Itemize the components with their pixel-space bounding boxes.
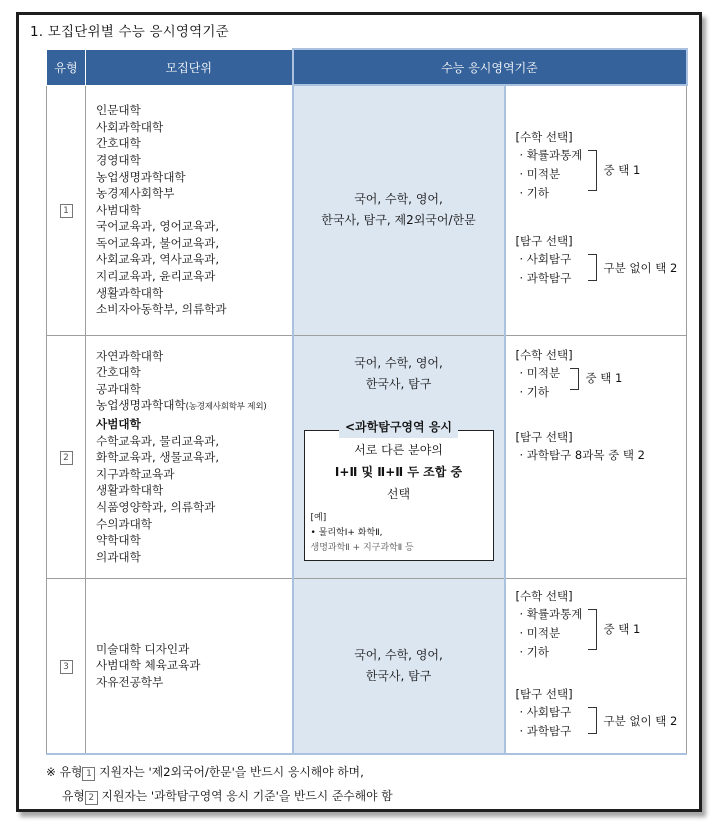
unit-line: 자연과학대학 bbox=[96, 348, 164, 363]
science-example bbox=[311, 511, 487, 556]
unit-line: 경영대학 bbox=[96, 152, 141, 167]
unit-line: 간호대학 bbox=[96, 136, 141, 151]
criteria-line: 국어, 수학, 영어, bbox=[354, 647, 443, 662]
type-cell bbox=[47, 335, 86, 578]
math-choice-rule: 중 택 1 bbox=[585, 370, 623, 385]
type-number-box: 1 bbox=[82, 767, 95, 781]
unit-line: 농업생명과학대학 bbox=[96, 169, 186, 184]
unit-line: 독어교육과, 불어교육과, bbox=[96, 235, 220, 250]
criteria-cell bbox=[293, 578, 505, 754]
units-cell bbox=[86, 578, 293, 754]
unit-line: 국어교육과, 영어교육과, bbox=[96, 219, 220, 234]
type-number-box: 2 bbox=[85, 791, 98, 805]
math-option: · 기하 bbox=[519, 186, 550, 201]
inquiry-option: · 과학탐구 8과목 중 택 2 bbox=[519, 447, 645, 462]
table-row bbox=[47, 335, 687, 578]
type-cell bbox=[47, 85, 86, 335]
table-row bbox=[47, 85, 687, 335]
math-option: · 확률과통계 bbox=[519, 148, 583, 163]
unit-line: 생활과학대학 bbox=[96, 285, 164, 300]
inquiry-choice-heading: [탐구 선택] bbox=[515, 234, 573, 249]
criteria-line: 한국사, 탐구 bbox=[365, 668, 432, 683]
math-choice-heading: [수학 선택] bbox=[515, 588, 573, 603]
units-cell bbox=[86, 335, 293, 578]
type-number-box: 1 bbox=[60, 204, 73, 218]
footnote-text: 지원자는 '과학탐구영역 응시 기준'을 반드시 준수해야 함 bbox=[97, 789, 393, 803]
unit-line: 지구과학교육과 bbox=[96, 466, 175, 481]
math-choice-heading: [수학 선택] bbox=[515, 130, 573, 145]
criteria-line: 국어, 수학, 영어, bbox=[354, 192, 443, 207]
inquiry-choice-block bbox=[516, 232, 687, 292]
type-cell bbox=[47, 578, 86, 754]
math-choice-block bbox=[516, 346, 687, 408]
inquiry-choice-block bbox=[516, 428, 687, 465]
criteria-line: 한국사, 탐구 bbox=[365, 376, 432, 391]
math-option: · 미적분 bbox=[519, 167, 561, 182]
inquiry-choice-block bbox=[516, 685, 687, 745]
unit-line: 사범대학 체육교육과 bbox=[96, 658, 201, 673]
unit-line: 수학교육과, 물리교육과, bbox=[96, 433, 220, 448]
science-rule-box bbox=[304, 409, 494, 561]
unit-exclusion-note: (농경제사회학부 제외) bbox=[185, 402, 267, 413]
inquiry-choice-heading: [탐구 선택] bbox=[515, 429, 573, 444]
table-header-row bbox=[47, 49, 687, 85]
science-rule-body bbox=[304, 430, 494, 561]
science-example-line: • 물리학Ⅰ+ 화학Ⅱ, bbox=[310, 527, 383, 538]
unit-line: 생활과학대학 bbox=[96, 483, 164, 498]
footnote bbox=[46, 760, 393, 808]
unit-line: 자유전공학부 bbox=[96, 675, 164, 690]
header-type: 유형 bbox=[47, 49, 86, 85]
header-units: 모집단위 bbox=[86, 49, 293, 85]
table-row bbox=[47, 578, 687, 754]
footnote-line bbox=[46, 760, 393, 784]
unit-line: 간호대학 bbox=[96, 365, 141, 380]
science-rule-line: 서로 다른 분야의 bbox=[354, 442, 443, 457]
unit-line: 사회교육과, 역사교육과, bbox=[96, 252, 220, 267]
exam-choice-cell bbox=[505, 335, 687, 578]
math-brace bbox=[570, 368, 579, 390]
type-number-box: 3 bbox=[60, 660, 73, 674]
math-choice-rule: 중 택 1 bbox=[603, 621, 641, 636]
inquiry-choice-heading: [탐구 선택] bbox=[515, 686, 573, 701]
footnote-prefix: 유형 bbox=[62, 789, 85, 803]
unit-line: 의과대학 bbox=[96, 549, 141, 564]
science-example-head: [예] bbox=[310, 512, 327, 523]
science-example-line: 생명과학Ⅱ + 지구과학Ⅱ 등 bbox=[310, 542, 414, 553]
unit-line: 소비자아동학부, 의류학과 bbox=[96, 302, 227, 317]
inquiry-option: · 사회탐구 bbox=[519, 252, 572, 267]
unit-line-bold: 사범대학 bbox=[96, 417, 141, 432]
header-criteria: 수능 응시영역기준 bbox=[293, 49, 687, 85]
unit-line: 지리교육과, 윤리교육과 bbox=[96, 269, 216, 284]
inquiry-option: · 과학탐구 bbox=[519, 271, 572, 286]
math-option: · 기하 bbox=[519, 644, 550, 659]
inquiry-option: · 사회탐구 bbox=[519, 704, 572, 719]
unit-line: 농경제사회학부 bbox=[96, 186, 175, 201]
science-rule-line: 선택 bbox=[386, 486, 411, 501]
footnote-prefix: ※ 유형 bbox=[46, 765, 83, 779]
science-rule-title: <과학탐구영역 응시 bbox=[339, 417, 458, 438]
inquiry-choice-rule: 구분 없이 택 2 bbox=[603, 713, 678, 728]
math-option: · 미적분 bbox=[519, 365, 561, 380]
criteria-table bbox=[46, 48, 688, 755]
exam-choice-cell bbox=[505, 578, 687, 754]
criteria-line: 한국사, 탐구, 제2외국어/한문 bbox=[321, 213, 476, 228]
inquiry-option: · 과학탐구 bbox=[519, 723, 572, 738]
inquiry-brace bbox=[588, 707, 597, 734]
math-option: · 확률과통계 bbox=[519, 606, 583, 621]
math-choice-block bbox=[516, 128, 687, 210]
unit-line: 미술대학 디자인과 bbox=[96, 641, 190, 656]
science-rule-line: Ⅰ+Ⅱ 및 Ⅱ+Ⅱ 두 조합 중 bbox=[334, 464, 463, 479]
unit-line: 공과대학 bbox=[96, 381, 141, 396]
units-cell bbox=[86, 85, 293, 335]
unit-line: 화학교육과, 생물교육과, bbox=[96, 450, 220, 465]
math-option: · 기하 bbox=[519, 384, 550, 399]
footnote-text: 지원자는 '제2외국어/한문'을 반드시 응시해야 하며, bbox=[95, 765, 364, 779]
unit-line: 사회과학대학 bbox=[96, 119, 164, 134]
unit-main-text: 농업생명과학대학 bbox=[96, 398, 186, 413]
type-number-box: 2 bbox=[60, 451, 73, 465]
math-brace bbox=[588, 150, 597, 191]
unit-line: 사범대학 bbox=[96, 202, 141, 217]
unit-line: 약학대학 bbox=[96, 533, 141, 548]
inquiry-brace bbox=[588, 254, 597, 281]
unit-line: 식품영양학과, 의류학과 bbox=[96, 499, 216, 514]
inquiry-choice-rule: 구분 없이 택 2 bbox=[603, 261, 678, 276]
unit-line: 인문대학 bbox=[96, 103, 141, 118]
unit-line: 수의과대학 bbox=[96, 516, 152, 531]
criteria-line: 국어, 수학, 영어, bbox=[354, 355, 443, 370]
math-choice-rule: 중 택 1 bbox=[603, 163, 641, 178]
math-brace bbox=[588, 609, 597, 650]
criteria-cell bbox=[293, 335, 505, 578]
math-option: · 미적분 bbox=[519, 625, 561, 640]
document-title: 1. 모집단위별 수능 응시영역기준 bbox=[30, 24, 229, 40]
unit-line bbox=[96, 397, 292, 416]
math-choice-block bbox=[516, 587, 687, 669]
footnote-line bbox=[46, 784, 393, 808]
math-choice-heading: [수학 선택] bbox=[515, 347, 573, 362]
criteria-cell bbox=[293, 85, 505, 335]
exam-choice-cell bbox=[505, 85, 687, 335]
